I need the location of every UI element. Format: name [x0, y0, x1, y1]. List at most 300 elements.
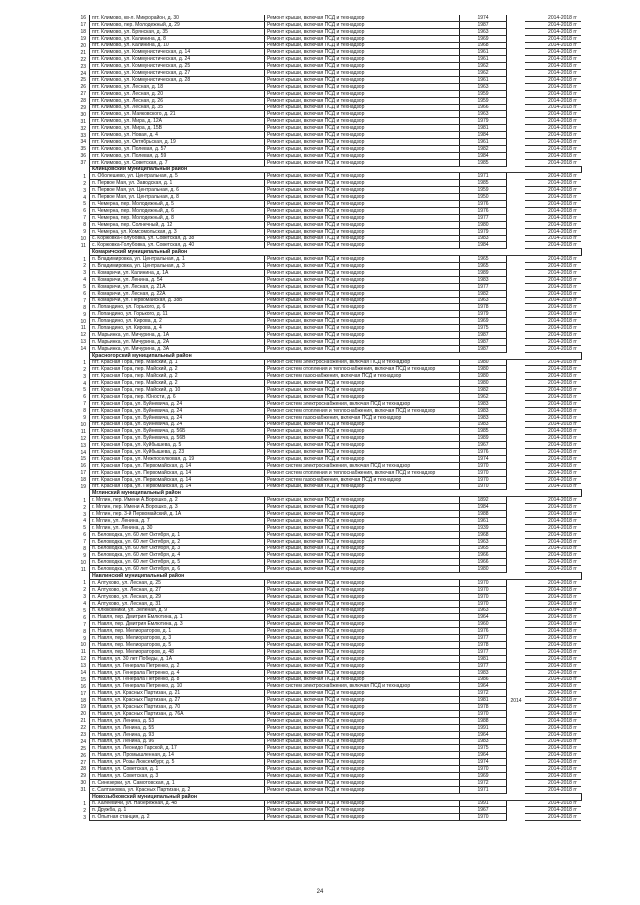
table-row [70, 511, 581, 518]
row-number: 17 [80, 470, 86, 477]
period-cell: 2014-2018 гг [525, 538, 581, 545]
work-type-cell: Ремонт систем электроснабжения, включая ПСД и технадзор [265, 400, 460, 407]
table-row [70, 283, 581, 290]
period-cell: 2014-2018 гг [525, 690, 581, 697]
table-row [70, 545, 581, 552]
extra-year-cell [507, 745, 526, 752]
address-cell: п. Навля, пер. Мелиораторов, д. 3 [90, 635, 265, 642]
work-type-cell: Ремонт крыши, включая ПСД и технадзор [265, 428, 460, 435]
extra-year-cell [507, 180, 526, 187]
address-cell: пгт. Климово, ул. Коммунистическая, д. 14 [90, 49, 265, 56]
address-cell: пгт. Красная Гора, ул. Первомайская, д. 14 [90, 483, 265, 490]
row-number: 17 [80, 22, 86, 29]
period-cell: 2014-2018 гг [525, 456, 581, 463]
row-number: 2 [83, 366, 86, 373]
row-number: 15 [80, 456, 86, 463]
address-cell: пгт. Красная Гора, ул. Первомайская, д. 14 [90, 469, 265, 476]
address-cell: пгт. Климово, ул. Брянская, д. 35 [90, 28, 265, 35]
work-type-cell: Ремонт крыши, включая ПСД и технадзор [265, 697, 460, 704]
period-cell: 2014-2018 гг [525, 669, 581, 676]
period-cell: 2014-2018 гг [525, 269, 581, 276]
extra-year-cell [507, 125, 526, 132]
row-number: 12 [80, 435, 86, 442]
work-type-cell: Ремонт крыши, включая ПСД и технадзор [265, 311, 460, 318]
extra-year-cell [507, 669, 526, 676]
address-cell: п. Беловодка, ул. 60 лет Октября, д. 1 [90, 531, 265, 538]
extra-year-cell [507, 552, 526, 559]
extra-year-cell [507, 194, 526, 201]
year-built-cell: 1980 [460, 373, 507, 380]
year-built-cell: 1969 [460, 35, 507, 42]
work-type-cell: Ремонт систем отопления и теплоснабжения, включая ПСД и технадзор [265, 469, 460, 476]
year-built-cell: 1974 [460, 456, 507, 463]
table-row [70, 235, 581, 242]
address-cell: пгт. Красная Гора, ул. Буйневича, д. 56В [90, 435, 265, 442]
address-cell: с. Коржовка-Голубовка, ул. Советская, д. 40 [90, 242, 265, 249]
row-number: 10 [80, 559, 86, 566]
year-built-cell: 1971 [460, 173, 507, 180]
period-cell: 2014-2018 гг [525, 297, 581, 304]
row-number: 3 [83, 511, 86, 518]
address-cell: пгт. Климово, ул. Коммунистическая, д. 25 [90, 63, 265, 70]
period-cell: 2014-2018 гг [525, 15, 581, 21]
period-cell: 2014-2018 гг [525, 807, 581, 814]
extra-year-cell [507, 331, 526, 338]
row-number: 1 [83, 359, 86, 366]
extra-year-cell [507, 393, 526, 400]
period-cell: 2014-2018 гг [525, 366, 581, 373]
year-built-cell: 1970 [460, 469, 507, 476]
table-row [70, 772, 581, 779]
year-built-cell: 1981 [460, 125, 507, 132]
table-row [70, 497, 581, 504]
row-number: 30 [80, 111, 86, 118]
address-cell: п. Беловодка, ул. 60 лет Октября, д. 2 [90, 538, 265, 545]
work-type-cell: Ремонт систем газоснабжения, включая ПСД и технадзор [265, 476, 460, 483]
section-title: Новозыбковский муниципальный район [90, 793, 582, 800]
period-cell: 2014-2018 гг [525, 421, 581, 428]
work-type-cell: Ремонт крыши, включая ПСД и технадзор [265, 132, 460, 139]
row-number: 2 [83, 180, 86, 187]
extra-year-cell [507, 772, 526, 779]
table-row [70, 242, 581, 249]
address-cell: г. Мглин, пер. Имени А.Ворошко, д. 2 [90, 497, 265, 504]
work-type-cell: Ремонт крыши, включая ПСД и технадзор [265, 662, 460, 669]
year-built-cell: 1963 [460, 538, 507, 545]
row-number: 5 [83, 525, 86, 532]
row-number: 7 [83, 621, 86, 628]
table-row [70, 814, 581, 821]
table-row [70, 697, 581, 704]
period-cell: 2014-2018 гг [525, 524, 581, 531]
row-number: 18 [80, 477, 86, 484]
address-cell: п. Чемерна, ул. Комсомольская, д. 3 [90, 228, 265, 235]
row-number: 10 [80, 421, 86, 428]
table-row [70, 331, 581, 338]
extra-year-cell [507, 173, 526, 180]
row-number [70, 573, 90, 580]
row-number: 23 [80, 63, 86, 70]
table-row [70, 400, 581, 407]
year-built-cell: 1970 [460, 593, 507, 600]
work-type-cell: Ремонт крыши, включая ПСД и технадзор [265, 566, 460, 573]
row-number: 1 [83, 497, 86, 504]
extra-year-cell [507, 580, 526, 587]
extra-year-cell [507, 717, 526, 724]
period-cell: 2014-2018 гг [525, 580, 581, 587]
work-type-cell: Ремонт крыши, включая ПСД и технадзор [265, 807, 460, 814]
work-type-cell: Ремонт крыши, включая ПСД и технадзор [265, 772, 460, 779]
period-cell: 2014-2018 гг [525, 393, 581, 400]
work-type-cell: Ремонт крыши, включая ПСД и технадзор [265, 325, 460, 332]
period-cell: 2014-2018 гг [525, 449, 581, 456]
extra-year-cell [507, 359, 526, 366]
table-row [70, 104, 581, 111]
year-built-cell: 1975 [460, 325, 507, 332]
address-cell: пгт. Красная Гора, пер. Майский, д. 10 [90, 387, 265, 394]
table-row [70, 531, 581, 538]
address-cell: п. Лопандино, ул. Кирова, д. 2 [90, 318, 265, 325]
year-built-cell: 1964 [460, 683, 507, 690]
table-row [70, 42, 581, 49]
period-cell: 2014-2018 гг [525, 111, 581, 118]
row-number: 17 [80, 690, 86, 697]
period-cell: 2014-2018 гг [525, 407, 581, 414]
period-cell: 2014-2018 гг [525, 70, 581, 77]
work-type-cell: Ремонт крыши, включая ПСД и технадзор [265, 456, 460, 463]
year-built-cell: 1974 [460, 759, 507, 766]
table-row [70, 290, 581, 297]
table-row [70, 125, 581, 132]
work-type-cell: Ремонт крыши, включая ПСД и технадзор [265, 421, 460, 428]
extra-year-cell [507, 345, 526, 352]
table-row [70, 704, 581, 711]
address-cell: пгт. Климово, ул. Калинина, д. 10 [90, 42, 265, 49]
year-built-cell: 1962 [460, 393, 507, 400]
table-row [70, 648, 581, 655]
row-number: 8 [83, 628, 86, 635]
extra-year-cell [507, 256, 526, 263]
year-built-cell: 1986 [460, 676, 507, 683]
address-cell: г. Мглин, ул. Ленина, д. 7 [90, 518, 265, 525]
address-cell: п. Навля, ул. Ленина, д. 93 [90, 731, 265, 738]
address-cell: п. Владимировка, ул. Центральная, д. 1 [90, 256, 265, 263]
extra-year-cell [507, 545, 526, 552]
table-row [70, 724, 581, 731]
extra-year-cell [507, 304, 526, 311]
work-type-cell: Ремонт крыши, включая ПСД и технадзор [265, 111, 460, 118]
address-cell: п. Навля, пер. Дмитрия Емлютина, д. 3 [90, 621, 265, 628]
period-cell: 2014-2018 гг [525, 724, 581, 731]
table-row [70, 504, 581, 511]
table-row [70, 366, 581, 373]
extra-year-cell [507, 759, 526, 766]
table-row [70, 256, 581, 263]
work-type-cell: Ремонт крыши, включая ПСД и технадзор [265, 221, 460, 228]
extra-year-cell [507, 104, 526, 111]
extra-year-cell [507, 607, 526, 614]
period-cell: 2014-2018 гг [525, 63, 581, 70]
year-built-cell: 1959 [460, 97, 507, 104]
row-number: 8 [83, 408, 86, 415]
table-row [70, 635, 581, 642]
year-built-cell: 1972 [460, 779, 507, 786]
address-cell: пгт. Климово, ул. Лесная, д. 20 [90, 90, 265, 97]
period-cell: 2014-2018 гг [525, 214, 581, 221]
document-page [70, 15, 577, 821]
address-cell: п. Синезерки, ул. Самотовская, д. 1 [90, 779, 265, 786]
period-cell: 2014-2018 гг [525, 276, 581, 283]
work-type-cell: Ремонт крыши, включая ПСД и технадзор [265, 387, 460, 394]
year-built-cell: 1963 [460, 28, 507, 35]
period-cell: 2014-2018 гг [525, 648, 581, 655]
period-cell: 2014-2018 гг [525, 132, 581, 139]
work-type-cell: Ремонт крыши, включая ПСД и технадзор [265, 607, 460, 614]
table-row [70, 738, 581, 745]
table-row [70, 373, 581, 380]
row-number: 27 [80, 91, 86, 98]
extra-year-cell [507, 263, 526, 270]
table-row [70, 759, 581, 766]
year-built-cell: 1976 [460, 207, 507, 214]
extra-year-cell [507, 469, 526, 476]
year-built-cell: 1978 [460, 704, 507, 711]
year-built-cell: 1966 [460, 104, 507, 111]
table-row [70, 318, 581, 325]
year-built-cell: 1970 [460, 814, 507, 821]
period-cell: 2014-2018 гг [525, 545, 581, 552]
row-number: 18 [80, 29, 86, 36]
work-type-cell: Ремонт крыши, включая ПСД и технадзор [265, 145, 460, 152]
row-number: 29 [80, 773, 86, 780]
extra-year-cell [507, 366, 526, 373]
work-type-cell: Ремонт крыши, включая ПСД и технадзор [265, 194, 460, 201]
table-row [70, 83, 581, 90]
work-type-cell: Ремонт крыши, включая ПСД и технадзор [265, 586, 460, 593]
extra-year-cell [507, 290, 526, 297]
period-cell: 2014-2018 гг [525, 345, 581, 352]
address-cell: п. Комаричи, ул. Первомайская, д. 38Б [90, 297, 265, 304]
row-number: 22 [80, 56, 86, 63]
year-built-cell: 1983 [460, 669, 507, 676]
period-cell: 2014-2018 гг [525, 635, 581, 642]
work-type-cell: Ремонт крыши, включая ПСД и технадзор [265, 538, 460, 545]
row-number: 19 [80, 36, 86, 43]
year-built-cell: 1991 [460, 800, 507, 807]
year-built-cell: 1988 [460, 717, 507, 724]
section-header-row [70, 490, 581, 497]
row-number: 1 [83, 256, 86, 263]
section-header-row [70, 573, 581, 580]
work-type-cell: Ремонт крыши, включая ПСД и технадзор [265, 201, 460, 208]
row-number: 11 [80, 566, 86, 573]
year-built-cell: 1967 [460, 442, 507, 449]
work-type-cell: Ремонт крыши, включая ПСД и технадзор [265, 380, 460, 387]
period-cell: 2014-2018 гг [525, 607, 581, 614]
address-cell: пгт. Красная Гора, ул. Межпоселковая, д. 19 [90, 456, 265, 463]
period-cell: 2014-2018 гг [525, 35, 581, 42]
year-built-cell: 1980 [460, 380, 507, 387]
table-row [70, 807, 581, 814]
period-cell: 2014-2018 гг [525, 311, 581, 318]
address-cell: п. Навля, ул. Генерала Петренко, д. 10 [90, 683, 265, 690]
period-cell: 2014-2018 гг [525, 125, 581, 132]
table-row [70, 593, 581, 600]
address-cell: п. Первое Мая, ул. Центральная, д. 8 [90, 194, 265, 201]
address-cell: п. Чемерна, пер. Молодежный, д. 6 [90, 207, 265, 214]
address-cell: п. Навля, ул. Леонидо Гарской, д. 17 [90, 745, 265, 752]
table-row [70, 276, 581, 283]
table-row [70, 552, 581, 559]
address-cell: п. Первое Мая, ул. Центральная, д. 6 [90, 187, 265, 194]
extra-year-cell [507, 400, 526, 407]
extra-year-cell [507, 600, 526, 607]
year-built-cell: 1977 [460, 214, 507, 221]
year-built-cell: 1968 [460, 42, 507, 49]
table-row [70, 380, 581, 387]
extra-year-cell [507, 676, 526, 683]
work-type-cell: Ремонт крыши, включая ПСД и технадзор [265, 21, 460, 28]
section-title: Клинцовский муниципальный район [90, 166, 582, 173]
row-number: 1 [83, 800, 86, 807]
year-built-cell: 1970 [460, 462, 507, 469]
work-type-cell: Ремонт крыши, включая ПСД и технадзор [265, 504, 460, 511]
table-row [70, 187, 581, 194]
extra-year-cell [507, 724, 526, 731]
period-cell: 2014-2018 гг [525, 207, 581, 214]
table-row [70, 559, 581, 566]
table-row [70, 132, 581, 139]
year-built-cell: 1892 [460, 497, 507, 504]
extra-year-cell [507, 145, 526, 152]
address-cell: п. Навля, пер. Мелиораторов, д. 48 [90, 648, 265, 655]
table-row [70, 359, 581, 366]
work-type-cell: Ремонт крыши, включая ПСД и технадзор [265, 531, 460, 538]
page-number: 24 [316, 889, 324, 895]
row-number: 34 [80, 139, 86, 146]
extra-year-cell [507, 504, 526, 511]
period-cell: 2014-2018 гг [525, 752, 581, 759]
table-row [70, 393, 581, 400]
period-cell: 2014-2018 гг [525, 304, 581, 311]
row-number [70, 249, 90, 256]
period-cell: 2014-2018 гг [525, 428, 581, 435]
table-row [70, 483, 581, 490]
row-number: 6 [83, 208, 86, 215]
row-number: 24 [80, 70, 86, 77]
period-cell: 2014-2018 гг [525, 104, 581, 111]
table-row [70, 49, 581, 56]
year-built-cell: 1984 [460, 132, 507, 139]
year-built-cell: 1989 [460, 269, 507, 276]
extra-year-cell [507, 28, 526, 35]
period-cell: 2014-2018 гг [525, 717, 581, 724]
address-cell: пгт. Красная Гора, ул. Буйневича, д. 56Б [90, 428, 265, 435]
period-cell: 2014-2018 гг [525, 194, 581, 201]
table-row [70, 297, 581, 304]
work-type-cell: Ремонт крыши, включая ПСД и технадзор [265, 518, 460, 525]
year-built-cell: 1962 [460, 63, 507, 70]
table-row [70, 745, 581, 752]
work-type-cell: Ремонт крыши, включая ПСД и технадзор [265, 28, 460, 35]
year-built-cell: 1960 [460, 621, 507, 628]
year-built-cell: 1959 [460, 90, 507, 97]
work-type-cell: Ремонт крыши, включая ПСД и технадзор [265, 621, 460, 628]
extra-year-cell [507, 524, 526, 531]
period-cell: 2014-2018 гг [525, 662, 581, 669]
address-cell: п. Марьинка, ул. Мичурина, д. 2А [90, 338, 265, 345]
extra-year-cell [507, 56, 526, 63]
year-built-cell: 1969 [460, 772, 507, 779]
year-built-cell: 1987 [460, 21, 507, 28]
work-type-cell: Ремонт систем электроснабжения, включая ПСД и технадзор [265, 359, 460, 366]
address-cell: п. Навля, пер. Мелиораторов, д. 1 [90, 628, 265, 635]
table-row [70, 614, 581, 621]
work-type-cell: Ремонт крыши, включая ПСД и технадзор [265, 338, 460, 345]
extra-year-cell [507, 70, 526, 77]
work-type-cell: Ремонт крыши, включая ПСД и технадзор [265, 642, 460, 649]
address-cell: пгт. Климово, ул. Полевая, д. 59 [90, 152, 265, 159]
extra-year-cell: 2014 [510, 697, 522, 704]
period-cell: 2014-2018 гг [525, 779, 581, 786]
address-cell: пгт. Красная Гора, ул. Куйбышева, д. 5 [90, 442, 265, 449]
row-number: 13 [80, 663, 86, 670]
year-built-cell: 1985 [460, 428, 507, 435]
row-number: 7 [83, 297, 86, 304]
work-type-cell: Ремонт крыши, включая ПСД и технадзор [265, 104, 460, 111]
address-cell: п. Навля, ул. Ленина, д. 55 [90, 724, 265, 731]
extra-year-cell [507, 779, 526, 786]
year-built-cell: 1987 [460, 338, 507, 345]
extra-year-cell [507, 428, 526, 435]
extra-year-cell [507, 63, 526, 70]
address-cell: п. Дружба, д. 1 [90, 807, 265, 814]
work-type-cell: Ремонт крыши, включая ПСД и технадзор [265, 42, 460, 49]
extra-year-cell [507, 338, 526, 345]
work-type-cell: Ремонт крыши, включая ПСД и технадзор [265, 704, 460, 711]
section-header-row [70, 249, 581, 256]
extra-year-cell [507, 297, 526, 304]
period-cell: 2014-2018 гг [525, 697, 581, 704]
work-type-cell: Ремонт крыши, включая ПСД и технадзор [265, 318, 460, 325]
address-cell: п. Комаричи, ул. Ленина, д. 54 [90, 276, 265, 283]
work-type-cell: Ремонт крыши, включая ПСД и технадзор [265, 290, 460, 297]
table-row [70, 662, 581, 669]
work-type-cell: Ремонт крыши, включая ПСД и технадзор [265, 648, 460, 655]
address-cell: п. Навля, ул. Красных Партизан, д. 27 [90, 697, 265, 704]
extra-year-cell [507, 207, 526, 214]
table-row [70, 325, 581, 332]
address-cell: п. Алтухово, ул. Лесная, д. 29 [90, 593, 265, 600]
address-cell: п. Лопандино, ул. Горького, д. 11 [90, 311, 265, 318]
table-row [70, 56, 581, 63]
work-type-cell: Ремонт систем электроснабжения, включая ПСД и технадзор [265, 683, 460, 690]
row-number: 9 [83, 311, 86, 318]
period-cell: 2014-2018 гг [525, 159, 581, 166]
period-cell: 2014-2018 гг [525, 283, 581, 290]
extra-year-cell [507, 380, 526, 387]
address-cell: п. Комаричи, ул. Лесная, д. 22А [90, 290, 265, 297]
table-row [70, 118, 581, 125]
table-row [70, 311, 581, 318]
table-row [70, 194, 581, 201]
period-cell: 2014-2018 гг [525, 566, 581, 573]
extra-year-cell [507, 483, 526, 490]
address-cell: пгт. Климово, ул. Коммунистическая, д. 27 [90, 70, 265, 77]
extra-year-cell [507, 655, 526, 662]
table-row [70, 676, 581, 683]
extra-year-cell [507, 421, 526, 428]
